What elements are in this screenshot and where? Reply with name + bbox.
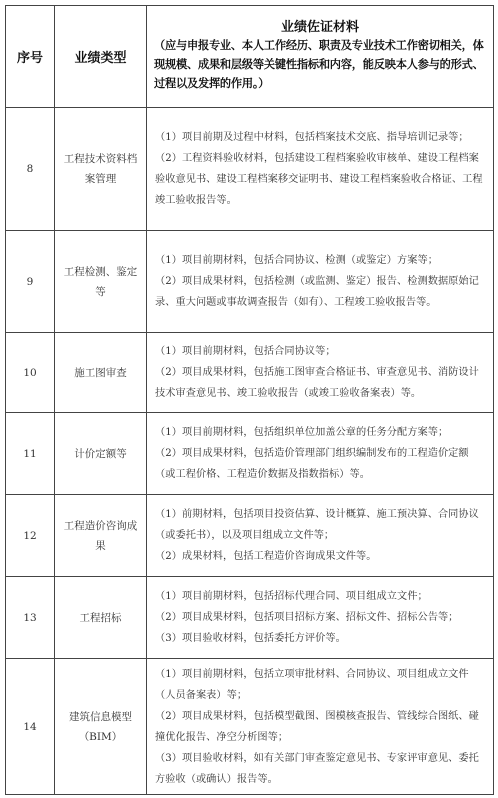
material-item: （2）成果材料，包括工程造价咨询成果文件等。 bbox=[155, 551, 377, 562]
header-evidence-materials bbox=[147, 6, 494, 108]
material-item: （2）项目成果材料，包括模型截图、图模核查报告、管线综合图纸、碰撞优化报告、净空分析图等； bbox=[155, 710, 479, 743]
row-number: 14 bbox=[6, 659, 55, 795]
material-item: （3）项目验收材料，包括委托方评价等。 bbox=[155, 633, 346, 644]
table-row bbox=[6, 108, 494, 231]
performance-evidence-table bbox=[5, 5, 494, 795]
table-row bbox=[6, 413, 494, 495]
material-item: （1）项目前期材料，包括合同协议、检测（或鉴定）方案等； bbox=[155, 255, 438, 266]
header-evidence-note: （应与申报专业、本人工作经历、职责及专业技术工作密切相关，体现规模、成果和层级等关键性指标和内容，能反映本人参与的形式、过程以及发挥的作用。） bbox=[154, 39, 484, 90]
row-type: 施工图审查 bbox=[55, 333, 147, 413]
row-number: 11 bbox=[6, 413, 55, 495]
row-materials bbox=[147, 108, 494, 231]
row-materials bbox=[147, 659, 494, 795]
row-materials bbox=[147, 333, 494, 413]
material-item: （2）项目成果材料，包括施工图审查合格证书、审查意见书、消防设计技术审查意见书、竣工验收报告（或竣工验收备案表）等。 bbox=[155, 367, 479, 399]
material-item: （2）项目成果材料，包括造价管理部门组织编制发布的工程造价定额（或工程价格、工程造价数据及指数指标）等。 bbox=[155, 448, 469, 480]
table-header-row bbox=[6, 6, 494, 108]
row-materials bbox=[147, 231, 494, 333]
material-item: （1）项目前期材料，包括立项审批材料、合同协议、项目组成立文件（人员备案表）等； bbox=[155, 668, 469, 701]
table-row bbox=[6, 495, 494, 577]
material-item: （1）项目前期材料，包括招标代理合同、项目组成立文件； bbox=[155, 591, 428, 602]
row-type: 工程技术资料档案管理 bbox=[55, 108, 147, 231]
material-item: （1）项目前期材料，包括合同协议等； bbox=[155, 346, 336, 357]
material-item: （1）项目前期材料，包括组织单位加盖公章的任务分配方案等； bbox=[155, 427, 449, 438]
header-performance-type: 业绩类型 bbox=[55, 6, 147, 108]
material-item: （3）项目验收材料，如有关部门审查鉴定意见书、专家评审意见、委托方验收（或确认）报告等。 bbox=[155, 752, 479, 785]
table-row bbox=[6, 333, 494, 413]
row-number: 13 bbox=[6, 577, 55, 659]
header-serial-number: 序号 bbox=[6, 6, 55, 108]
material-item: （1）项目前期及过程中材料，包括档案技术交底、指导培训记录等； bbox=[155, 132, 469, 143]
table-row bbox=[6, 231, 494, 333]
performance-evidence-table-sheet bbox=[5, 5, 493, 795]
row-number: 10 bbox=[6, 333, 55, 413]
row-type: 计价定额等 bbox=[55, 413, 147, 495]
row-materials bbox=[147, 413, 494, 495]
row-materials bbox=[147, 495, 494, 577]
row-number: 8 bbox=[6, 108, 55, 231]
material-item: （1）前期材料，包括项目投资估算、设计概算、施工预决算、合同协议（或委托书），以及项目组成立文件等； bbox=[155, 509, 479, 541]
row-type: 工程招标 bbox=[55, 577, 147, 659]
row-materials bbox=[147, 577, 494, 659]
material-item: （2）工程资料验收材料，包括建设工程档案验收审核单、建设工程档案验收意见书、建设工程档案移交证明书、建设工程档案验收合格证、工程竣工验收报告等。 bbox=[155, 153, 483, 206]
table-row bbox=[6, 577, 494, 659]
row-number: 12 bbox=[6, 495, 55, 577]
row-number: 9 bbox=[6, 231, 55, 333]
row-type: 建筑信息模型（BIM） bbox=[55, 659, 147, 795]
material-item: （2）项目成果材料，包括项目招标方案、招标文件、招标公告等； bbox=[155, 612, 459, 623]
row-type: 工程检测、鉴定等 bbox=[55, 231, 147, 333]
material-item: （2）项目成果材料，包括检测（或监测、鉴定）报告、检测数据原始记录、重大问题或事故调查报告（如有）、工程竣工验收报告等。 bbox=[155, 276, 479, 308]
header-evidence-title: 业绩佐证材料 bbox=[280, 20, 359, 35]
table-row bbox=[6, 659, 494, 795]
row-type: 工程造价咨询成果 bbox=[55, 495, 147, 577]
